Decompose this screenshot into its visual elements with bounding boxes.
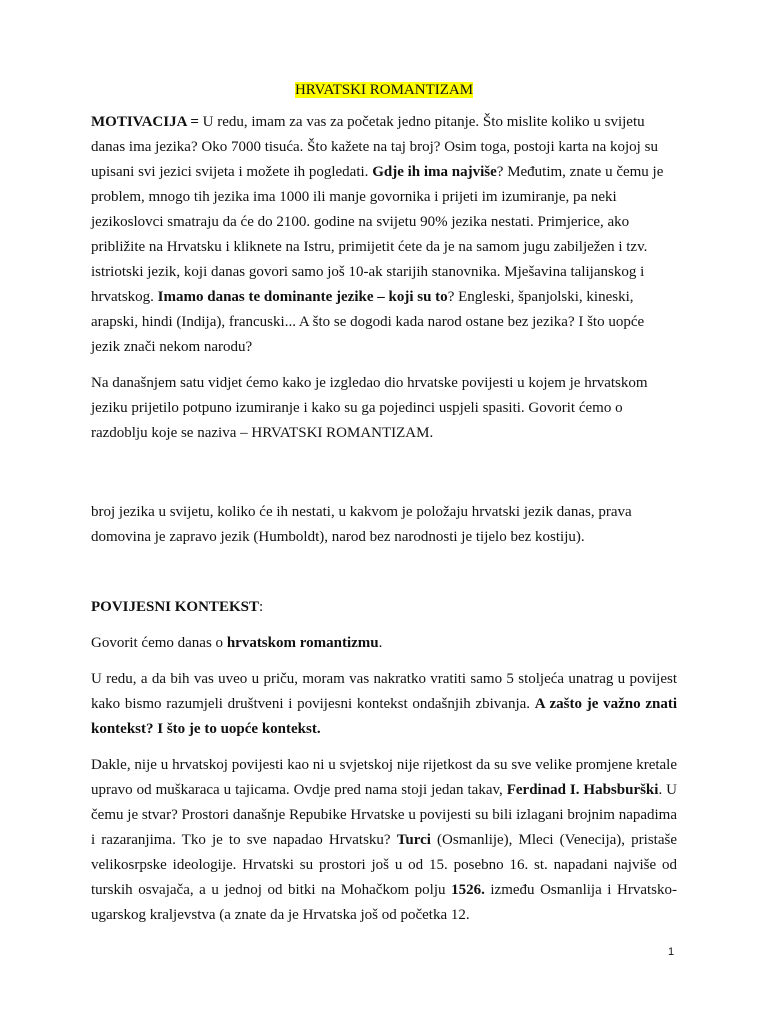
motivacija-paragraph <box>91 110 677 360</box>
spacer <box>91 457 677 500</box>
kontekst-p3-bold-1: Ferdinad I. Habsburški <box>506 782 659 798</box>
kontekst-paragraph-2 <box>91 667 677 742</box>
page-number: 1 <box>668 946 675 958</box>
document-page <box>91 78 677 939</box>
motivacija-bold-1: Gdje ih ima najviše <box>372 164 497 180</box>
intro-paragraph: Na današnjem satu vidjet ćemo kako je izgledao dio hrvatske povijesti u kojem je hrvatskom jeziku prijetilo potpuno izumiranje i kako su ga pojedinci uspjeli spasiti. Govorit ćemo o razdoblju koje se naziva – HRVATSKI ROMANTIZAM. <box>91 375 648 441</box>
kontekst-p3-text-4: između Osmanlija i Hrvatsko-ugarskog kraljevstva (a znate da je Hrvatska još od početka 12. <box>91 882 677 923</box>
kontekst-p3-bold-3: 1526. <box>451 882 485 898</box>
motivacija-text-2: ? Međutim, znate u čemu je problem, mnogo tih jezika ima 1000 ili manje govornika i prijeti im izumiranje, pa neki jezikoslovci smatraju da će do 2100. godine na svijetu 90% jezika nestati. Primjerice, ako približite na Hrvatsku i kliknete na Istru, primijetit ćete da je na samom jugu zabilježen i tzv. istriotski jezik, koji danas govori samo još 10-ak starijih stanovnika. Mješavina talijanskog i hrvatskog. <box>91 164 664 305</box>
kontekst-p1-bold-1: hrvatskom romantizmu <box>226 635 379 651</box>
motivacija-label: MOTIVACIJA = <box>91 114 199 130</box>
kontekst-p2-bold-1: A zašto je važno znati kontekst? I što je to uopće kontekst. <box>91 696 677 737</box>
title-highlight: HRVATSKI ROMANTIZAM <box>294 82 474 98</box>
motivacija-bold-2: Imamo danas te dominante jezike – koji su to <box>157 289 448 305</box>
kontekst-paragraph-1 <box>91 631 677 656</box>
motivacija-text-3: ? Engleski, španjolski, kineski, arapski, hindi (Indija), francuski... A što se dogodi kada narod ostane bez jezika? I što uopće jezik znači nekom narodu? <box>91 289 645 355</box>
kontekst-p3-text-2: . U čemu je stvar? Prostori današnje Repubike Hrvatske u povijesti su bili izlagani brojnim napadima i razaranjima. Tko je to sve napadao Hrvatsku? <box>91 782 677 848</box>
document-title <box>91 78 677 103</box>
motivacija-text-1: U redu, imam za vas za početak jedno pitanje. Što mislite koliko u svijetu danas ima jezika? Oko 7000 tisuća. Što kažete na taj broj? Osim toga, postoji karta na kojoj su upisani svi jezici svijeta i možete ih pogledati. <box>91 114 658 180</box>
kontekst-p1-text-1: Govorit ćemo danas o <box>91 635 227 651</box>
kontekst-paragraph-3 <box>91 753 677 928</box>
kontekst-p1-text-2: . <box>378 635 383 651</box>
spacer <box>91 561 677 595</box>
kontekst-colon: : <box>258 599 264 615</box>
kontekst-p3-text-1: Dakle, nije u hrvatskoj povijesti kao ni u svjetskoj nije rijetkost da su sve velike promjene kretale upravo od muškaraca u tajicama. Ovdje pred nama stoji jedan takav, <box>91 757 677 798</box>
kontekst-heading: POVIJESNI KONTEKST <box>91 599 259 615</box>
kontekst-p3-text-3: (Osmanlije), Mleci (Venecija), pristaše velikosrpske ideologije. Hrvatski su prostori još u od 15. posebno 16. st. napadani najviše od turskih osvajača, a u jednoj od bitki na Mohačkom polju <box>91 832 677 898</box>
kontekst-p2-text-1: U redu, a da bih vas uveo u priču, moram vas nakratko vratiti samo 5 stoljeća unatrag u povijest kako bismo razumjeli društveni i povijesni kontekst ondašnjih zbivanja. <box>91 671 677 712</box>
kontekst-heading-line <box>91 595 677 620</box>
kontekst-p3-bold-2: Turci <box>396 832 431 848</box>
notes-paragraph: broj jezika u svijetu, koliko će ih nestati, u kakvom je položaju hrvatski jezik danas, prava domovina je zapravo jezik (Humboldt), narod bez narodnosti je tijelo bez kostiju). <box>91 504 632 545</box>
